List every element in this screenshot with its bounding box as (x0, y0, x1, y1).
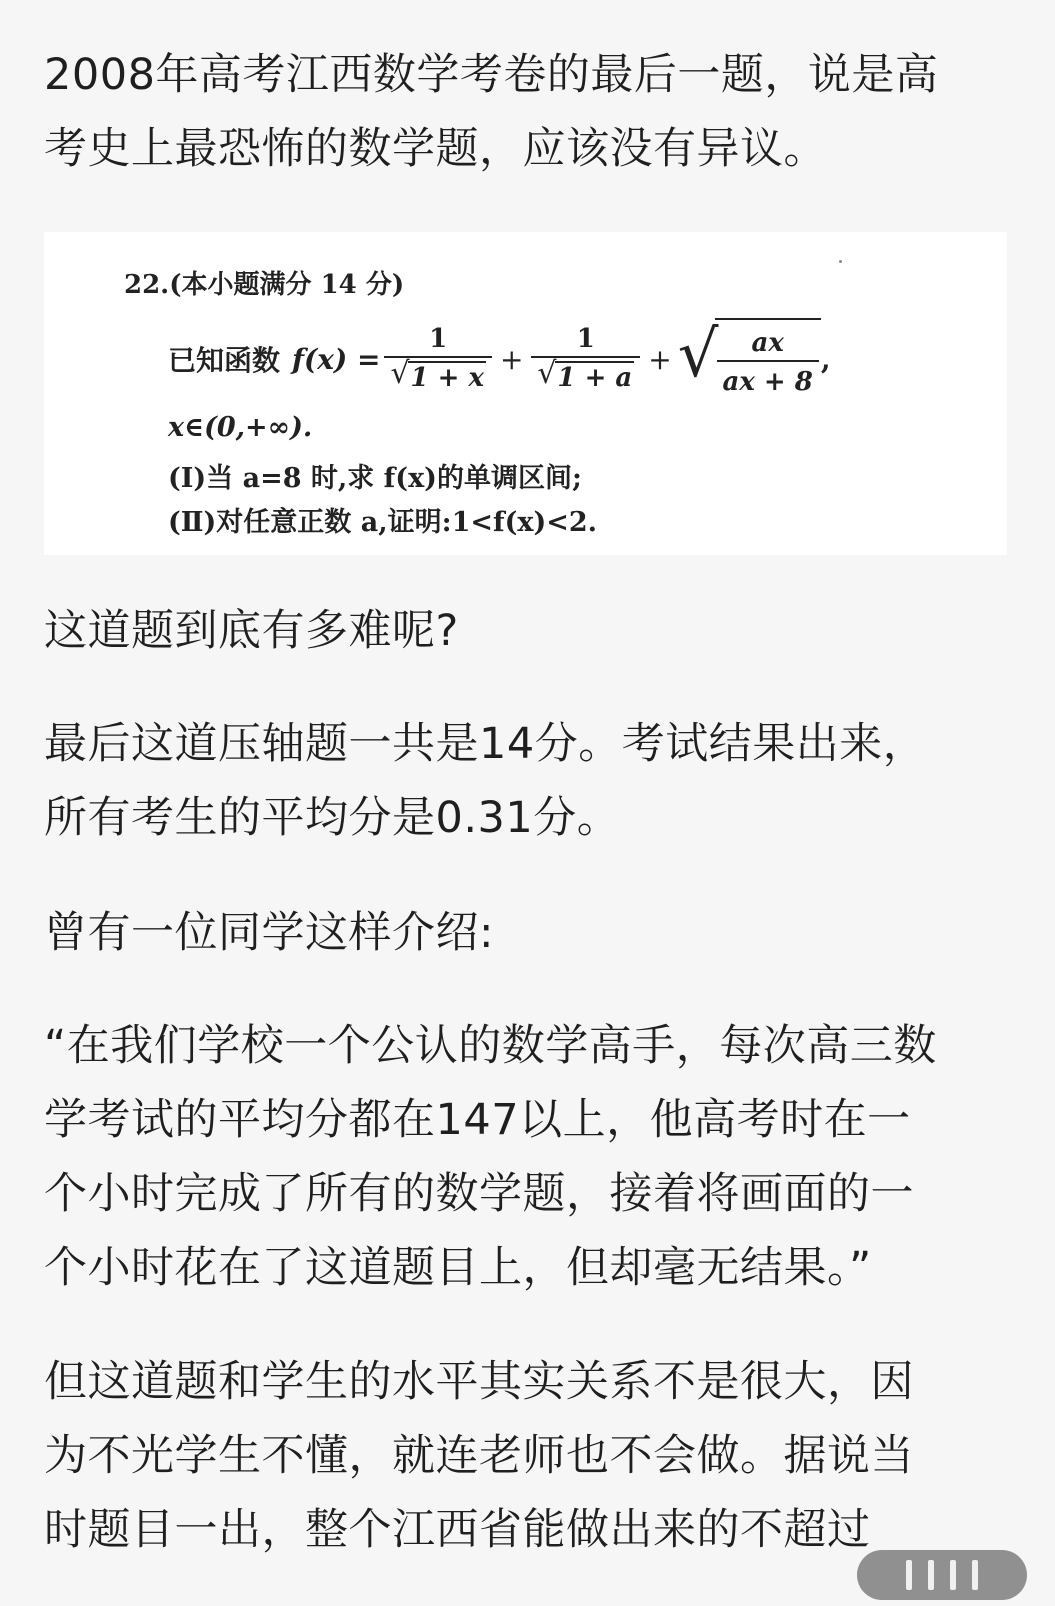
fraction-denominator: 1 + x (410, 363, 484, 393)
definition-prefix: 已知函数 (168, 344, 281, 377)
menu-bar-icon (906, 1560, 912, 1590)
comma: , (820, 342, 831, 376)
fraction-numerator: 1 (429, 324, 448, 354)
plus-sign: + (648, 342, 672, 376)
domain-line: x∈(0,+∞). (168, 412, 313, 443)
fraction-term-2 (531, 322, 640, 396)
fraction-numerator: 1 (576, 324, 595, 354)
text-line: 曾有一位同学这样介绍: (44, 908, 494, 958)
question-part-2: (Ⅱ)对任意正数 a,证明:1<f(x)<2. (168, 507, 598, 538)
problem-header: 22.(本小题满分 14 分) (124, 270, 405, 300)
text-line: 个小时完成了所有的数学题，接着将画面的一 (44, 1169, 914, 1219)
text-line: 考史上最恐怖的数学题，应该没有异议。 (44, 124, 827, 174)
fraction-term-1 (384, 322, 491, 396)
text-line: 个小时花在了这道题目上，但却毫无结果。” (44, 1243, 872, 1293)
radical-sign: √ (677, 318, 719, 392)
plus-sign: + (499, 342, 524, 376)
text-line: 2008年高考江西数学考卷的最后一题，说是高 (44, 50, 939, 100)
fraction-numerator: ax (751, 328, 784, 358)
closing-paragraph (44, 1345, 1019, 1567)
function-name: f(x) = (292, 342, 381, 376)
menu-bar-icon (928, 1560, 934, 1590)
text-line: 学考试的平均分都在147以上，他高考时在一 (44, 1095, 911, 1145)
fraction-denominator: ax + 8 (717, 360, 819, 400)
score-paragraph (44, 707, 1019, 855)
speck (839, 260, 842, 263)
radical (390, 360, 485, 396)
question-part-1: (Ⅰ)当 a=8 时,求 f(x)的单调区间; (168, 463, 582, 494)
fraction-denominator: 1 + a (557, 363, 633, 393)
radical (537, 360, 634, 396)
text-line: 所有考生的平均分是0.31分。 (44, 793, 621, 843)
difficulty-question (44, 594, 1019, 668)
text-line: 时题目一出，整个江西省能做出来的不超过 (44, 1505, 871, 1555)
math-problem-image[interactable] (44, 232, 1007, 555)
function-definition (168, 314, 831, 404)
text-line: 但这道题和学生的水平其实关系不是很大，因 (44, 1357, 914, 1407)
radical-term (678, 318, 821, 400)
more-menu-button[interactable] (857, 1550, 1027, 1600)
menu-bar-icon (950, 1560, 956, 1590)
intro-paragraph (44, 38, 1019, 186)
fraction-term-3 (717, 326, 819, 400)
quote-intro (44, 896, 1019, 970)
text-line: 这道题到底有多难呢? (44, 606, 459, 656)
menu-bar-icon (972, 1560, 978, 1590)
text-line: 为不光学生不懂，就连老师也不会做。据说当 (44, 1431, 914, 1481)
text-line: 最后这道压轴题一共是14分。考试结果出来， (44, 719, 927, 769)
text-line: “在我们学校一个公认的数学高手，每次高三数 (44, 1021, 937, 1071)
quote-paragraph (44, 1009, 1019, 1305)
